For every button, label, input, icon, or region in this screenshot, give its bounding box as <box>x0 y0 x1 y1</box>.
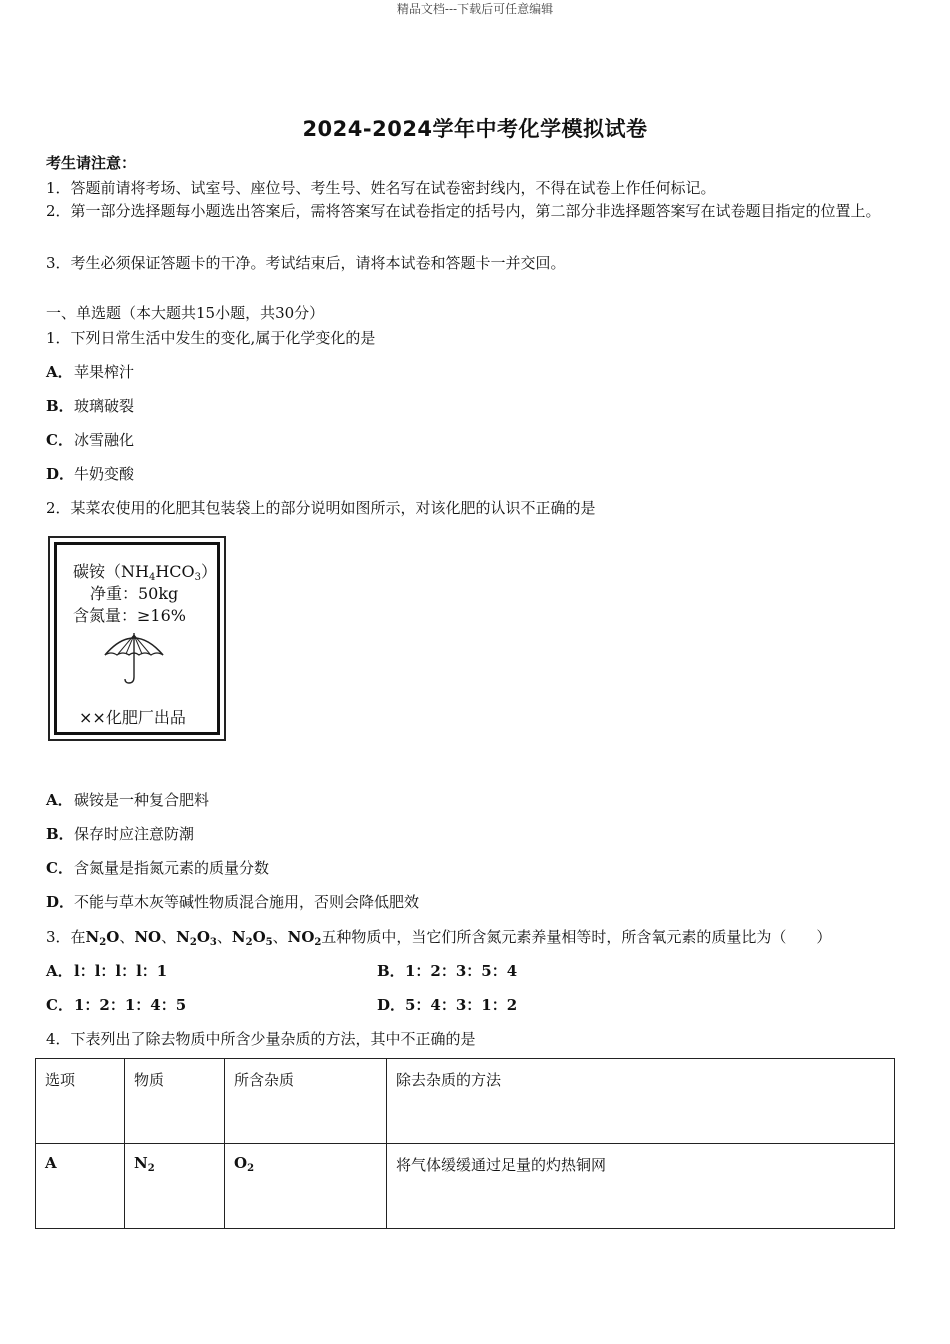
q4-stem: 4．下表列出了除去物质中所含少量杂质的方法，其中不正确的是 <box>46 1030 476 1048</box>
q1-stem: 1．下列日常生活中发生的变化,属于化学变化的是 <box>46 329 376 347</box>
option-text: 牛奶变酸 <box>74 465 135 483</box>
q3-option-a <box>46 960 167 981</box>
option-label: C． <box>46 996 73 1014</box>
page-title: 2024-2024学年中考化学模拟试卷 <box>302 117 648 141</box>
header-method: 除去杂质的方法 <box>387 1059 895 1144</box>
q3-option-d <box>377 994 517 1015</box>
header-substance: 物质 <box>125 1059 225 1144</box>
q3-option-b <box>377 960 517 981</box>
q3-option-c <box>46 994 186 1015</box>
header-option: 选项 <box>36 1059 125 1144</box>
section-heading: 一、单选题（本大题共15小题，共30分） <box>46 304 325 322</box>
label-weight: 净重：50kg <box>90 584 179 603</box>
label-maker: ××化肥厂出品 <box>79 708 186 727</box>
cell-option: A <box>36 1144 125 1229</box>
option-text: 苹果榨汁 <box>74 363 135 381</box>
umbrella-icon <box>101 627 167 687</box>
option-text: 5：4：3：1：2 <box>405 996 518 1014</box>
notice-item-3: 3．考生必须保证答题卡的干净。考试结束后，请将本试卷和答题卡一并交回。 <box>46 254 566 272</box>
q2-option-c <box>46 857 269 878</box>
option-label: B． <box>377 962 405 980</box>
option-text: 玻璃破裂 <box>74 397 135 415</box>
option-text: 冰雪融化 <box>74 431 135 449</box>
option-label: C． <box>46 859 73 877</box>
label-frame <box>54 542 220 735</box>
header-impurity: 所含杂质 <box>225 1059 387 1144</box>
watermark: 精品文档---下载后可任意编辑 <box>396 2 554 16</box>
q1-option-a <box>46 361 134 382</box>
option-text: l：l：l：l：1 <box>74 962 168 980</box>
option-label: D． <box>46 465 75 483</box>
option-label: B． <box>46 825 74 843</box>
option-text: 含氮量是指氮元素的质量分数 <box>74 859 270 877</box>
label-name: 碳铵$(NH_4HCO_3)$ <box>73 562 218 583</box>
notice-item-2: 2．第一部分选择题每小题选出答案后，需将答案写在试卷指定的括号内，第二部分非选择题答案写在试卷题目指定的位置上。 <box>46 202 881 220</box>
option-label: C． <box>46 431 73 449</box>
q2-stem: 2．某菜农使用的化肥其包装袋上的部分说明如图所示，对该化肥的认识不正确的是 <box>46 499 596 517</box>
label-nitrogen: 含氮量：≥16% <box>73 606 186 625</box>
q1-option-d <box>46 463 134 484</box>
option-text: 碳铵是一种复合肥料 <box>74 791 210 809</box>
q2-option-d <box>46 891 419 912</box>
table-row <box>36 1144 895 1229</box>
cell-method: 将气体缓缓通过足量的灼热铜网 <box>387 1144 895 1229</box>
q2-option-b <box>46 823 194 844</box>
q3-stem: 3．在$N_2O$、NO、$N_2O_3$、$N_2O_5$、$NO_2$五种物质中，当它们所含氮元素养量相等时，所含氧元素的质量比为（ ） <box>46 928 832 948</box>
option-label: D． <box>46 893 75 911</box>
cell-substance: $N_2$ <box>125 1144 225 1229</box>
q1-option-c <box>46 429 134 450</box>
cell-impurity: $O_2$ <box>225 1144 387 1229</box>
option-text: 不能与草木灰等碱性物质混合施用，否则会降低肥效 <box>74 893 420 911</box>
impurity-table <box>35 1058 895 1229</box>
table-header-row <box>36 1059 895 1144</box>
notice-item-1: 1．答题前请将考场、试室号、座位号、考生号、姓名写在试卷密封线内，不得在试卷上作任何标记。 <box>46 179 716 197</box>
notice-heading: 考生请注意： <box>46 154 137 172</box>
option-label: D． <box>377 996 406 1014</box>
option-label: B． <box>46 397 74 415</box>
option-text: 1：2：1：4：5 <box>74 996 187 1014</box>
option-label: A． <box>46 791 73 809</box>
option-text: 1：2：3：5：4 <box>405 962 518 980</box>
fertilizer-label-figure <box>48 536 226 741</box>
q1-option-b <box>46 395 134 416</box>
option-label: A． <box>46 363 73 381</box>
q2-option-a <box>46 789 209 810</box>
option-label: A． <box>46 962 73 980</box>
option-text: 保存时应注意防潮 <box>74 825 195 843</box>
